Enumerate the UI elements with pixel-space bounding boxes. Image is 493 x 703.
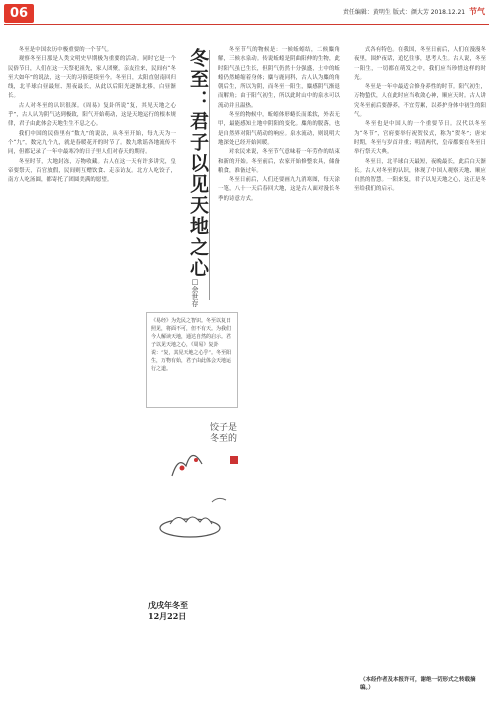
paragraph: 观察冬至日那是人类文明史早期极为重要的活动。同时它是一个民俗节日，人们在这一天祭祀祖先，家人团聚，亲友往来，民间有“冬至大如年”的说法，这一天的习俗延续至今。冬至日，太阳直射南回归线，北半球白昼最短、黑夜最长，从此以后阳光逐渐北移，白昼渐长。 (8, 56, 176, 100)
plum-blossom (180, 466, 185, 471)
red-seal-stamp (230, 456, 238, 464)
plum-blossom (194, 458, 198, 462)
copyright-note: （本经作者及本报许可，谢绝一切形式之转载摘编。） (360, 677, 476, 691)
paragraph: 冬至节气的物候是：一候蚯蚓结，二候麋角解，三候水泉动。传说蚯蚓是阴曲阳伸的生物，此时阳气虽已生长，但阴气仍然十分强盛，土中的蚯蚓仍然蜷缩着身体；麋与鹿同科，古人认为麋的角朝后生，所以为阴，而冬至一阳生，麋感阴气渐退而解角；由于阳气初生，所以此时山中的泉水可以流动并且温热。 (218, 47, 340, 109)
paragraph: 对农民来说，冬至节气意味着一年劳作的结束和新的开始。冬至前后，农家开始修整农具，储备粮食，准备过年。 (218, 149, 340, 174)
painting-inscription-line: 饺子是 (210, 423, 238, 433)
title-divider (209, 50, 210, 300)
header-info: 责任编辑：黄明生 版式：颜大芳 2018.12.21 (342, 9, 466, 16)
ink-painting-illustration (152, 416, 244, 586)
paragraph: 冬至时节，大地封冻，万物收藏。古人在这一天有许多讲究，皇帝要祭天，百官放假，民间则互赠饮食、走亲访友。北方人吃饺子，南方人吃汤圆，都寄托了团圆美满的愿望。 (8, 158, 176, 184)
header-divider (4, 24, 489, 25)
dumplings (170, 517, 212, 524)
paragraph: 冬至也是中国人的一个重要节日。汉代以冬至为“冬节”，官府要举行祝贺仪式，称为“贺冬”；唐宋时期，冬至与岁首并重；明清两代，皇帝都要在冬至日举行祭天大典。 (354, 121, 486, 156)
paragraph: 冬至是中国农历中极重要的一个节气。 (18, 47, 113, 53)
article-author: □余世存 (191, 278, 199, 307)
paragraph: 冬至的物候中，蚯蚓体形蜷长而柔软，外表无甲，最能感知土地中阴阳的变化。麋角的脱落，也是自然界对阳气萌动的响应。泉水流动，则说明大地深处已经开始回暖。 (218, 112, 340, 146)
section-label: 节气 (469, 7, 485, 16)
article-title: 冬至：君子以见天地之心 (187, 48, 209, 279)
pull-quote: 《易经》为先民之智识。冬至以复日照见，将面不可，但不有天。为我们今人解读天地，通达自然的启示。君子以见天地之心，《周易》复卦说：“复，其见天地之心乎”。冬至阳生，万物有始，君子由此体会天地运行之道。 (146, 312, 238, 408)
paragraph: 冬至日，北半球白天最短，夜晚最长，此后白天渐长。古人对冬至的认识，体现了中国人观察天地、顺应自然的智慧。一阳来复，君子以见天地之心，这正是冬至给我们的启示。 (354, 158, 486, 193)
painting-inscription-line: 冬至的 (210, 434, 238, 444)
paragraph: 古人对冬至的认识很深。《周易》复卦所说“复，其见天地之心乎”，古人认为阴气达到极致，阳气开始萌动，这是天地运行的根本规律，君子由此体会天地生生不息之心。 (8, 102, 176, 128)
painting-inscription (210, 421, 240, 444)
painting-caption: 戊戌年冬至 12月22日 (148, 600, 188, 621)
paragraph: 冬至日前后，人们还要画九九消寒图，每天涂一笔，八十一天后春回大地，这是古人面对漫长冬季的诗意方式。 (218, 177, 340, 202)
paragraph: 冬至是一年中最适合修身养性的时节。阳气初生，万物蛰伏，人在此时应当收敛心神，顺应天时。古人讲究冬至前后要静养，不宜劳累，以养护身体中初生的阳气。 (354, 84, 486, 119)
paragraph: 式各有特色。在我国，冬至日前后，人们在漫漫冬夜里，围炉夜话，追忆往事，思考人生。古人说，冬至一阳生，一切都在萌发之中，我们应当珍惜这样的时光。 (354, 47, 486, 81)
page-number-badge: 06 (4, 4, 34, 23)
paragraph: 我们中国的民俗里有“数九”的说法，从冬至开始，每九天为一个“九”，数完九个九，就是春暖花开的时节了。数九歌谣各地流传不同，但都记录了一年中最寒冷的日子里人们对春天的期待。 (8, 130, 176, 156)
article-column-3 (354, 46, 486, 676)
painting-svg (152, 416, 244, 586)
page-header-info (343, 8, 485, 17)
